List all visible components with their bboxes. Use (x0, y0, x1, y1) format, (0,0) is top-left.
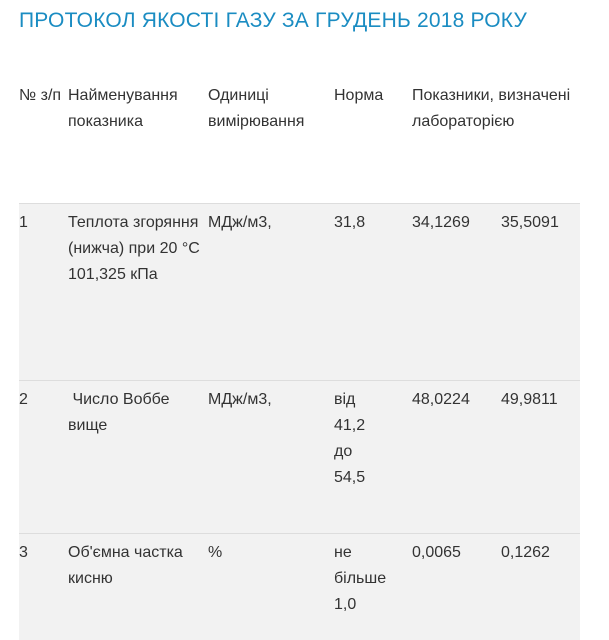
cell-name: Число Воббе вище (68, 381, 208, 534)
cell-name: Об'ємна частка кисню (68, 534, 208, 640)
cell-unit: МДж/м3, (208, 204, 334, 381)
cell-value-1: 48,0224 (412, 381, 501, 534)
table-row (19, 381, 580, 534)
cell-number: 3 (19, 534, 68, 640)
cell-norm: 31,8 (334, 204, 412, 381)
cell-name: Теплота згоряння (нижча) при 20 °С 101,325 кПа (68, 204, 208, 381)
cell-value-1: 34,1269 (412, 204, 501, 381)
table-header-row (19, 72, 580, 204)
table-row (19, 204, 580, 381)
header-number: № з/п (19, 72, 68, 204)
cell-unit: % (208, 534, 334, 640)
header-lab-values: Показники, визначені лабораторією (412, 72, 580, 204)
cell-value-2: 35,5091 (501, 204, 580, 381)
page-title: ПРОТОКОЛ ЯКОСТІ ГАЗУ ЗА ГРУДЕНЬ 2018 РОКУ (19, 9, 527, 33)
cell-norm: від 41,2 до 54,5 (334, 381, 412, 534)
cell-number: 2 (19, 381, 68, 534)
cell-value-2: 0,1262 (501, 534, 580, 640)
table-row (19, 534, 580, 640)
header-norm: Норма (334, 72, 412, 204)
cell-norm: не більше 1,0 (334, 534, 412, 640)
header-name: Найменування показника (68, 72, 208, 204)
cell-value-1: 0,0065 (412, 534, 501, 640)
cell-number: 1 (19, 204, 68, 381)
header-unit: Одиниці вимірювання (208, 72, 334, 204)
cell-unit: МДж/м3, (208, 381, 334, 534)
cell-value-2: 49,9811 (501, 381, 580, 534)
gas-quality-table (19, 72, 580, 640)
